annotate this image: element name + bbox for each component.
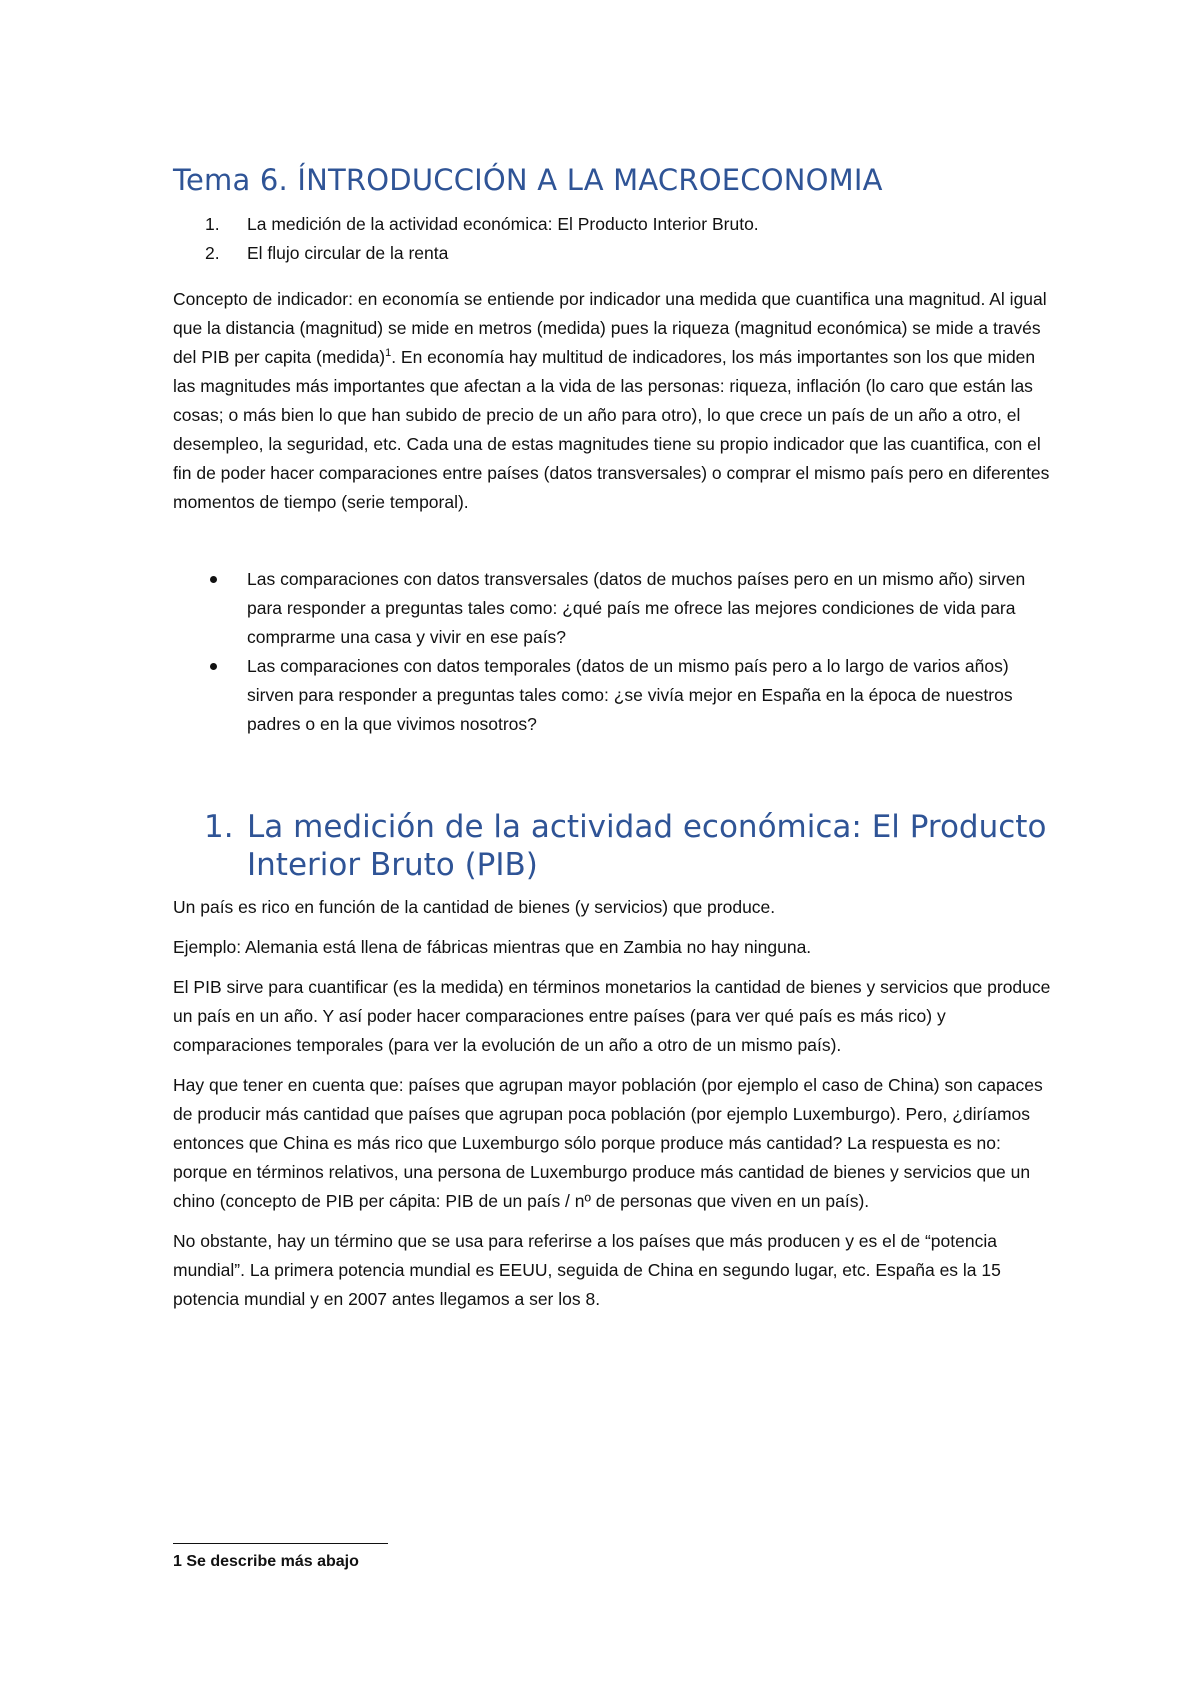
toc-item: [173, 210, 759, 239]
bullet-text: Las comparaciones con datos transversales (datos de muchos países pero en un mismo año) sirven para responder a preguntas tales como: ¿qué país me ofrece las mejores condiciones de vida para comprarme una casa y vivir en ese país?: [247, 569, 1026, 647]
table-of-contents: [173, 210, 759, 268]
footnote-reference[interactable]: 1: [385, 347, 392, 360]
section-paragraph: No obstante, hay un término que se usa para referirse a los países que más producen y es el de “potencia mundial”. La primera potencia mundial es EEUU, seguida de China en segundo lugar, etc. España es la 15 potencia mundial y en 2007 antes llegamos a ser los 8.: [173, 1231, 1001, 1309]
bullet-icon: [210, 663, 217, 670]
footnote: 1 Se describe más abajo: [173, 1553, 359, 1570]
comparison-bullet-list: [173, 565, 1053, 739]
intro-text-continued: . En economía hay multitud de indicadores, los más importantes son los que miden las magnitudes más importantes que afectan a la vida de las personas: riqueza, inflación (lo caro que están las cosas; o más bien lo que han subido de precio de un año para otro), lo que crece un país de un año a otro, el desempleo, la seguridad, etc. Cada una de estas magnitudes tiene su propio indicador que las cuantifica, con el fin de poder hacer comparaciones entre países (datos transversales) o comprar el mismo país pero en diferentes momentos de tiempo (serie temporal).: [173, 347, 1050, 512]
section-paragraph: El PIB sirve para cuantificar (es la medida) en términos monetarios la cantidad de bienes y servicios que produce un país en un año. Y así poder hacer comparaciones entre países (para ver qué país es más rico) y comparaciones temporales (para ver la evolución de un año a otro de un mismo país).: [173, 977, 1051, 1055]
intro-text: Concepto de indicador: en economía se entiende por indicador una medida que cuantifica una magnitud. Al igual que la distancia (magnitud) se mide en metros (medida) pues la riqueza (magnitud económica) se mide a través del PIB per capita (medida): [173, 289, 1047, 367]
intro-paragraph: [173, 285, 1053, 517]
section-paragraph: Hay que tener en cuenta que: países que agrupan mayor población (por ejemplo el caso de China) son capaces de producir más cantidad que países que agrupan poca población (por ejemplo Luxemburgo). Pero, ¿diríamos entonces que China es más rico que Luxemburgo sólo porque produce más cantidad? La respuesta es no: porque en términos relativos, una persona de Luxemburgo produce más cantidad de bienes y servicios que un chino (concepto de PIB per cápita: PIB de un país / nº de personas que viven en un país).: [173, 1075, 1043, 1211]
toc-item-number: 1.: [205, 214, 220, 234]
toc-item-number: 2.: [205, 243, 220, 263]
section-body: [173, 893, 1053, 1325]
section-heading-number: 1.: [204, 809, 234, 845]
section-paragraph: Ejemplo: Alemania está llena de fábricas mientras que en Zambia no hay ninguna.: [173, 937, 812, 957]
footnote-separator: [173, 1543, 388, 1544]
bullet-item: [173, 565, 1053, 652]
bullet-text: Las comparaciones con datos temporales (datos de un mismo país pero a lo largo de varios años) sirven para responder a preguntas tales como: ¿se vivía mejor en España en la época de nuestros padres o en la que vivimos nosotros?: [247, 656, 1013, 734]
bullet-icon: [210, 576, 217, 583]
document-title: Tema 6. ÍNTRODUCCIÓN A LA MACROECONOMIA: [173, 163, 883, 197]
section-heading-text: La medición de la actividad económica: El Producto Interior Bruto (PIB): [247, 809, 1047, 883]
toc-item: [173, 239, 759, 268]
toc-item-text: El flujo circular de la renta: [247, 243, 449, 263]
bullet-item: [173, 652, 1053, 739]
toc-item-text: La medición de la actividad económica: El Producto Interior Bruto.: [247, 214, 759, 234]
section-paragraph: Un país es rico en función de la cantidad de bienes (y servicios) que produce.: [173, 897, 776, 917]
section-heading: [173, 808, 1053, 884]
